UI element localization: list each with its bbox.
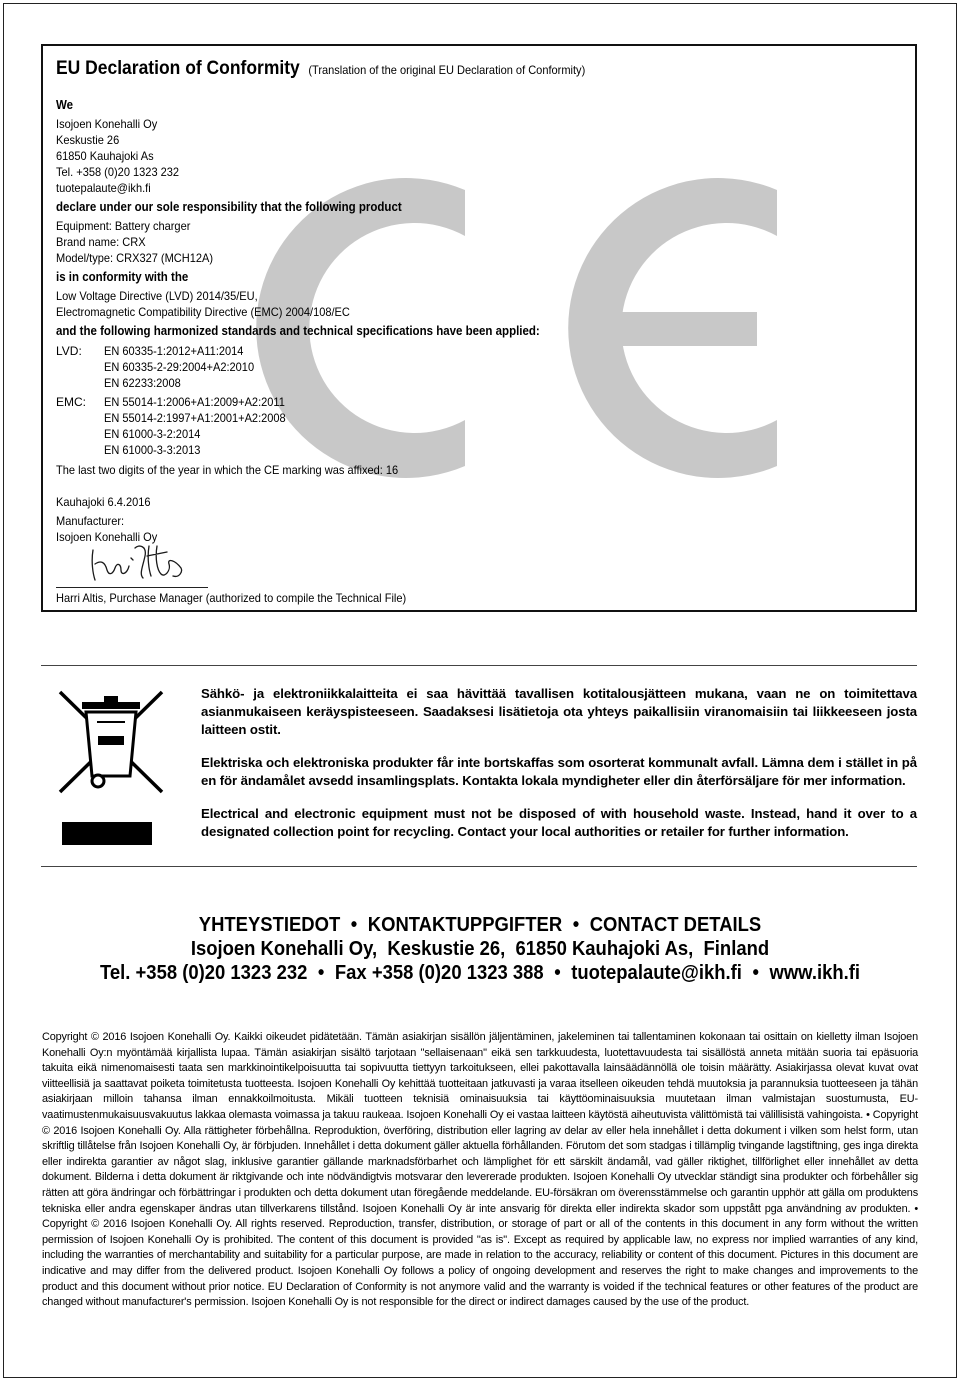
manufacturer-label: Manufacturer: bbox=[56, 514, 125, 528]
product-line: Brand name: CRX bbox=[56, 235, 146, 249]
contact-details bbox=[0, 913, 960, 985]
separator: • bbox=[554, 961, 561, 984]
separator: • bbox=[752, 961, 759, 984]
standard-item: EN 61000-3-3:2013 bbox=[104, 443, 201, 457]
contact-heading-en: CONTACT DETAILS bbox=[589, 913, 762, 936]
standard-item: EN 62233:2008 bbox=[104, 376, 181, 390]
product-line: Model/type: CRX327 (MCH12A) bbox=[56, 251, 214, 265]
separator: • bbox=[572, 913, 580, 936]
lvd-standards-list bbox=[104, 343, 267, 391]
contact-heading bbox=[48, 913, 912, 937]
manufacturer-name: Isojoen Konehalli Oy bbox=[56, 530, 158, 544]
separator: • bbox=[317, 961, 325, 984]
crossed-out-wheelie-bin-icon bbox=[52, 688, 170, 796]
separator: • bbox=[350, 913, 358, 936]
standard-item: EN 55014-2:1997+A1:2001+A2:2008 bbox=[104, 411, 286, 425]
product-line: Equipment: Battery charger bbox=[56, 219, 191, 233]
declaration-content bbox=[56, 58, 905, 545]
lvd-standards bbox=[56, 343, 905, 391]
contact-fax: Fax +358 (0)20 1323 388 bbox=[334, 961, 544, 984]
directives-list bbox=[56, 288, 905, 320]
standard-item: EN 61000-3-2:2014 bbox=[104, 427, 201, 441]
product-info bbox=[56, 218, 905, 266]
standard-item: EN 60335-2-29:2004+A2:2010 bbox=[104, 360, 255, 374]
weee-black-bar bbox=[62, 822, 152, 845]
company-line: Isojoen Konehalli Oy bbox=[56, 117, 158, 131]
signature-line bbox=[56, 587, 208, 588]
standard-item: EN 55014-1:2006+A1:2009+A2:2011 bbox=[104, 395, 285, 409]
copyright-notice: Copyright © 2016 Isojoen Konehalli Oy. Kaikki oikeudet pidätetään. Tämän asiakirjan sisällön jäljentäminen, jakeleminen tai tallentaminen kokonaan tai osittain on kielletty ilman Isojoen Konehalli Oy:n myöntämää kirjallista lupaa. Tämän asiakirjan sisältö tarjotaan "sellaisenaan" eikä sen tarkkuudesta, luotettavuudesta tai sisällöstä anneta mitään suoria tai epäsuoria takuita eikä nimenomaisesti taata sen markkinointikelpoisuutta tai sopivuutta tiettyyn tarkoitukseen, ellei pakottavalla lainsäädännöllä ole toisin määrätty. Asiakirjassa olevat kuvat ovat viitteellisiä ja saattavat poiketa toimitetusta tuotteesta. Isojoen Konehalli Oy kehittää tuotteitaan jatkuvasti ja varaa itselleen oikeuden tehdä muutoksia ja parannuksia tuotteeseen ja tähän asiakirjaan milloin tahansa ilman ennakkoilmoitusta. Mikäli tuotteen teknisiä ominaisuuksia tai käyttöominaisuuksia muutetaan ilman valmistajan suostumusta, EU-vaatimustenmukaisuusvakuutus lakkaa olemasta voimassa ja takuu raukeaa. Isojoen Konehalli Oy ei vastaa laitteen käytöstä aiheutuvista välittömistä tai välillisistä vahingoista. • Copyright © 2016 Isojoen Konehalli Oy. Alla rättigheter förbehållna. Reproduktion, överföring, distribution eller lagring av delar av eller hela innehållet i detta dokument i vilken som helst form, utan skriftlig tillåtelse från Isojoen Konehalli Oy, är förbjuden. Innehållet i detta dokument gäller aktuella förhållanden. Förutom det som stadgas i tillämplig tvingande lagstiftning, ges inga direkta eller indirekta garantier av något slag, inklusive garantier gällande marknadsförbarhet och lämplighet för ett särskilt ändamål, vad gäller riktighet, tillförlighet eller innehållet av detta dokument. Bilderna i detta dokument är riktgivande och inte nödvändigtvis motsvarar den levererade produkten. Isojoen Konehalli Oy utvecklar ständigt sina produkter och förbehåller sig rätten att göra ändringar och förbättringar i produkten och detta dokument utan föregående meddelande. EU-försäkran om överensstämmelse och garantin upphör att gälla om produktens tekniska eller andra egenskaper ändras utan tillverkarens tillstånd. Isojoen Konehalli Oy är inte ansvarig för direkta eller indirekta skador som uppstått pga användning av produkten. • Copyright © 2016 Isojoen Konehalli Oy. All rights reserved. Reproduction, transfer, distribution, or storage of part or all of the contents in this document in any form without the written permission of Isojoen Konehalli Oy is prohibited. The content of this document is provided "as is". Except as required by applicable law, no express nor implied warranties of any kind, including the warranties of merchantability and suitability for a particular purpose, are made in relation to the accuracy, reliability or content of this document. Pictures in this document are indicative and may differ from the delivered product. Isojoen Konehalli Oy follows a policy of ongoing development and reserves the right to make changes and improvements to the product and this document without prior notice. EU Declaration of Conformity is not anymore valid and the warranty is voided if the technical features or other features of the product are changed without manufacturer's permission. Isojoen Konehalli Oy is not responsible for the direct or indirect damages caused by the use of the product. bbox=[42, 1031, 918, 1309]
declare-heading: declare under our sole responsibility that the following product bbox=[56, 200, 402, 214]
directive-line: Low Voltage Directive (LVD) 2014/35/EU, bbox=[56, 289, 258, 303]
title-text: EU Declaration of Conformity bbox=[56, 58, 300, 79]
divider bbox=[41, 866, 917, 867]
standard-item: EN 60335-1:2012+A11:2014 bbox=[104, 344, 244, 358]
weee-notice bbox=[201, 685, 917, 856]
place-date: Kauhajoki 6.4.2016 bbox=[56, 495, 151, 509]
conformity-heading: is in conformity with the bbox=[56, 270, 189, 284]
contact-numbers bbox=[48, 961, 912, 985]
emc-label: EMC: bbox=[56, 395, 86, 409]
we-label: We bbox=[56, 98, 74, 112]
company-line: Tel. +358 (0)20 1323 232 bbox=[56, 165, 180, 179]
declaration-box bbox=[41, 44, 917, 612]
company-line: tuotepalaute@ikh.fi bbox=[56, 181, 151, 195]
directive-line: Electromagnetic Compatibility Directive (EMC) 2004/108/EC bbox=[56, 305, 350, 319]
emc-standards bbox=[56, 394, 905, 458]
contact-tel: Tel. +358 (0)20 1323 232 bbox=[99, 961, 308, 984]
weee-finnish: Sähkö- ja elektroniikkalaitteita ei saa hävittää tavallisen kotitalousjätteen mukana, vaan ne on toimitettava asianmukaiseen keräyspisteeseen. Saadaksesi lisätietoja ota yhteys paikallisiin viranomaisiin tai liikkeeseen josta laitteen ostit. bbox=[201, 686, 917, 737]
emc-standards-list bbox=[104, 394, 302, 458]
signature-icon bbox=[87, 540, 187, 586]
signatory-line: Harri Altis, Purchase Manager (authorized to compile the Technical File) bbox=[56, 591, 407, 605]
divider bbox=[41, 665, 917, 666]
ce-year-line: The last two digits of the year in which the CE marking was affixed: 16 bbox=[56, 463, 399, 477]
declaration-title bbox=[56, 58, 837, 80]
company-line: 61850 Kauhajoki As bbox=[56, 149, 154, 163]
contact-web: www.ikh.fi bbox=[769, 961, 861, 984]
company-address bbox=[56, 116, 905, 196]
contact-heading-sv: KONTAKTUPPGIFTER bbox=[367, 913, 563, 936]
contact-email: tuotepalaute@ikh.fi bbox=[571, 961, 742, 984]
company-line: Keskustie 26 bbox=[56, 133, 120, 147]
weee-swedish: Elektriska och elektroniska produkter får inte bortskaffas som osorterat kommunalt avfall. Lämna dem i stället in på en för ändamålet avsedd insamlingsplats. Kontakta lokala myndigheter eller din återförsäljare för mer information. bbox=[201, 755, 917, 788]
lvd-label: LVD: bbox=[56, 344, 82, 358]
contact-heading-fi: YHTEYSTIEDOT bbox=[198, 913, 341, 936]
standards-heading: and the following harmonized standards and technical specifications have been applied: bbox=[56, 324, 540, 338]
contact-address: Isojoen Konehalli Oy, Keskustie 26, 61850 Kauhajoki As, Finland bbox=[190, 937, 770, 960]
title-subtitle: (Translation of the original EU Declaration of Conformity) bbox=[308, 63, 586, 77]
weee-english: Electrical and electronic equipment must not be disposed of with household waste. Instead, hand it over to a designated collection point for recycling. Contact your local authorities or retailer for further information. bbox=[201, 806, 917, 839]
